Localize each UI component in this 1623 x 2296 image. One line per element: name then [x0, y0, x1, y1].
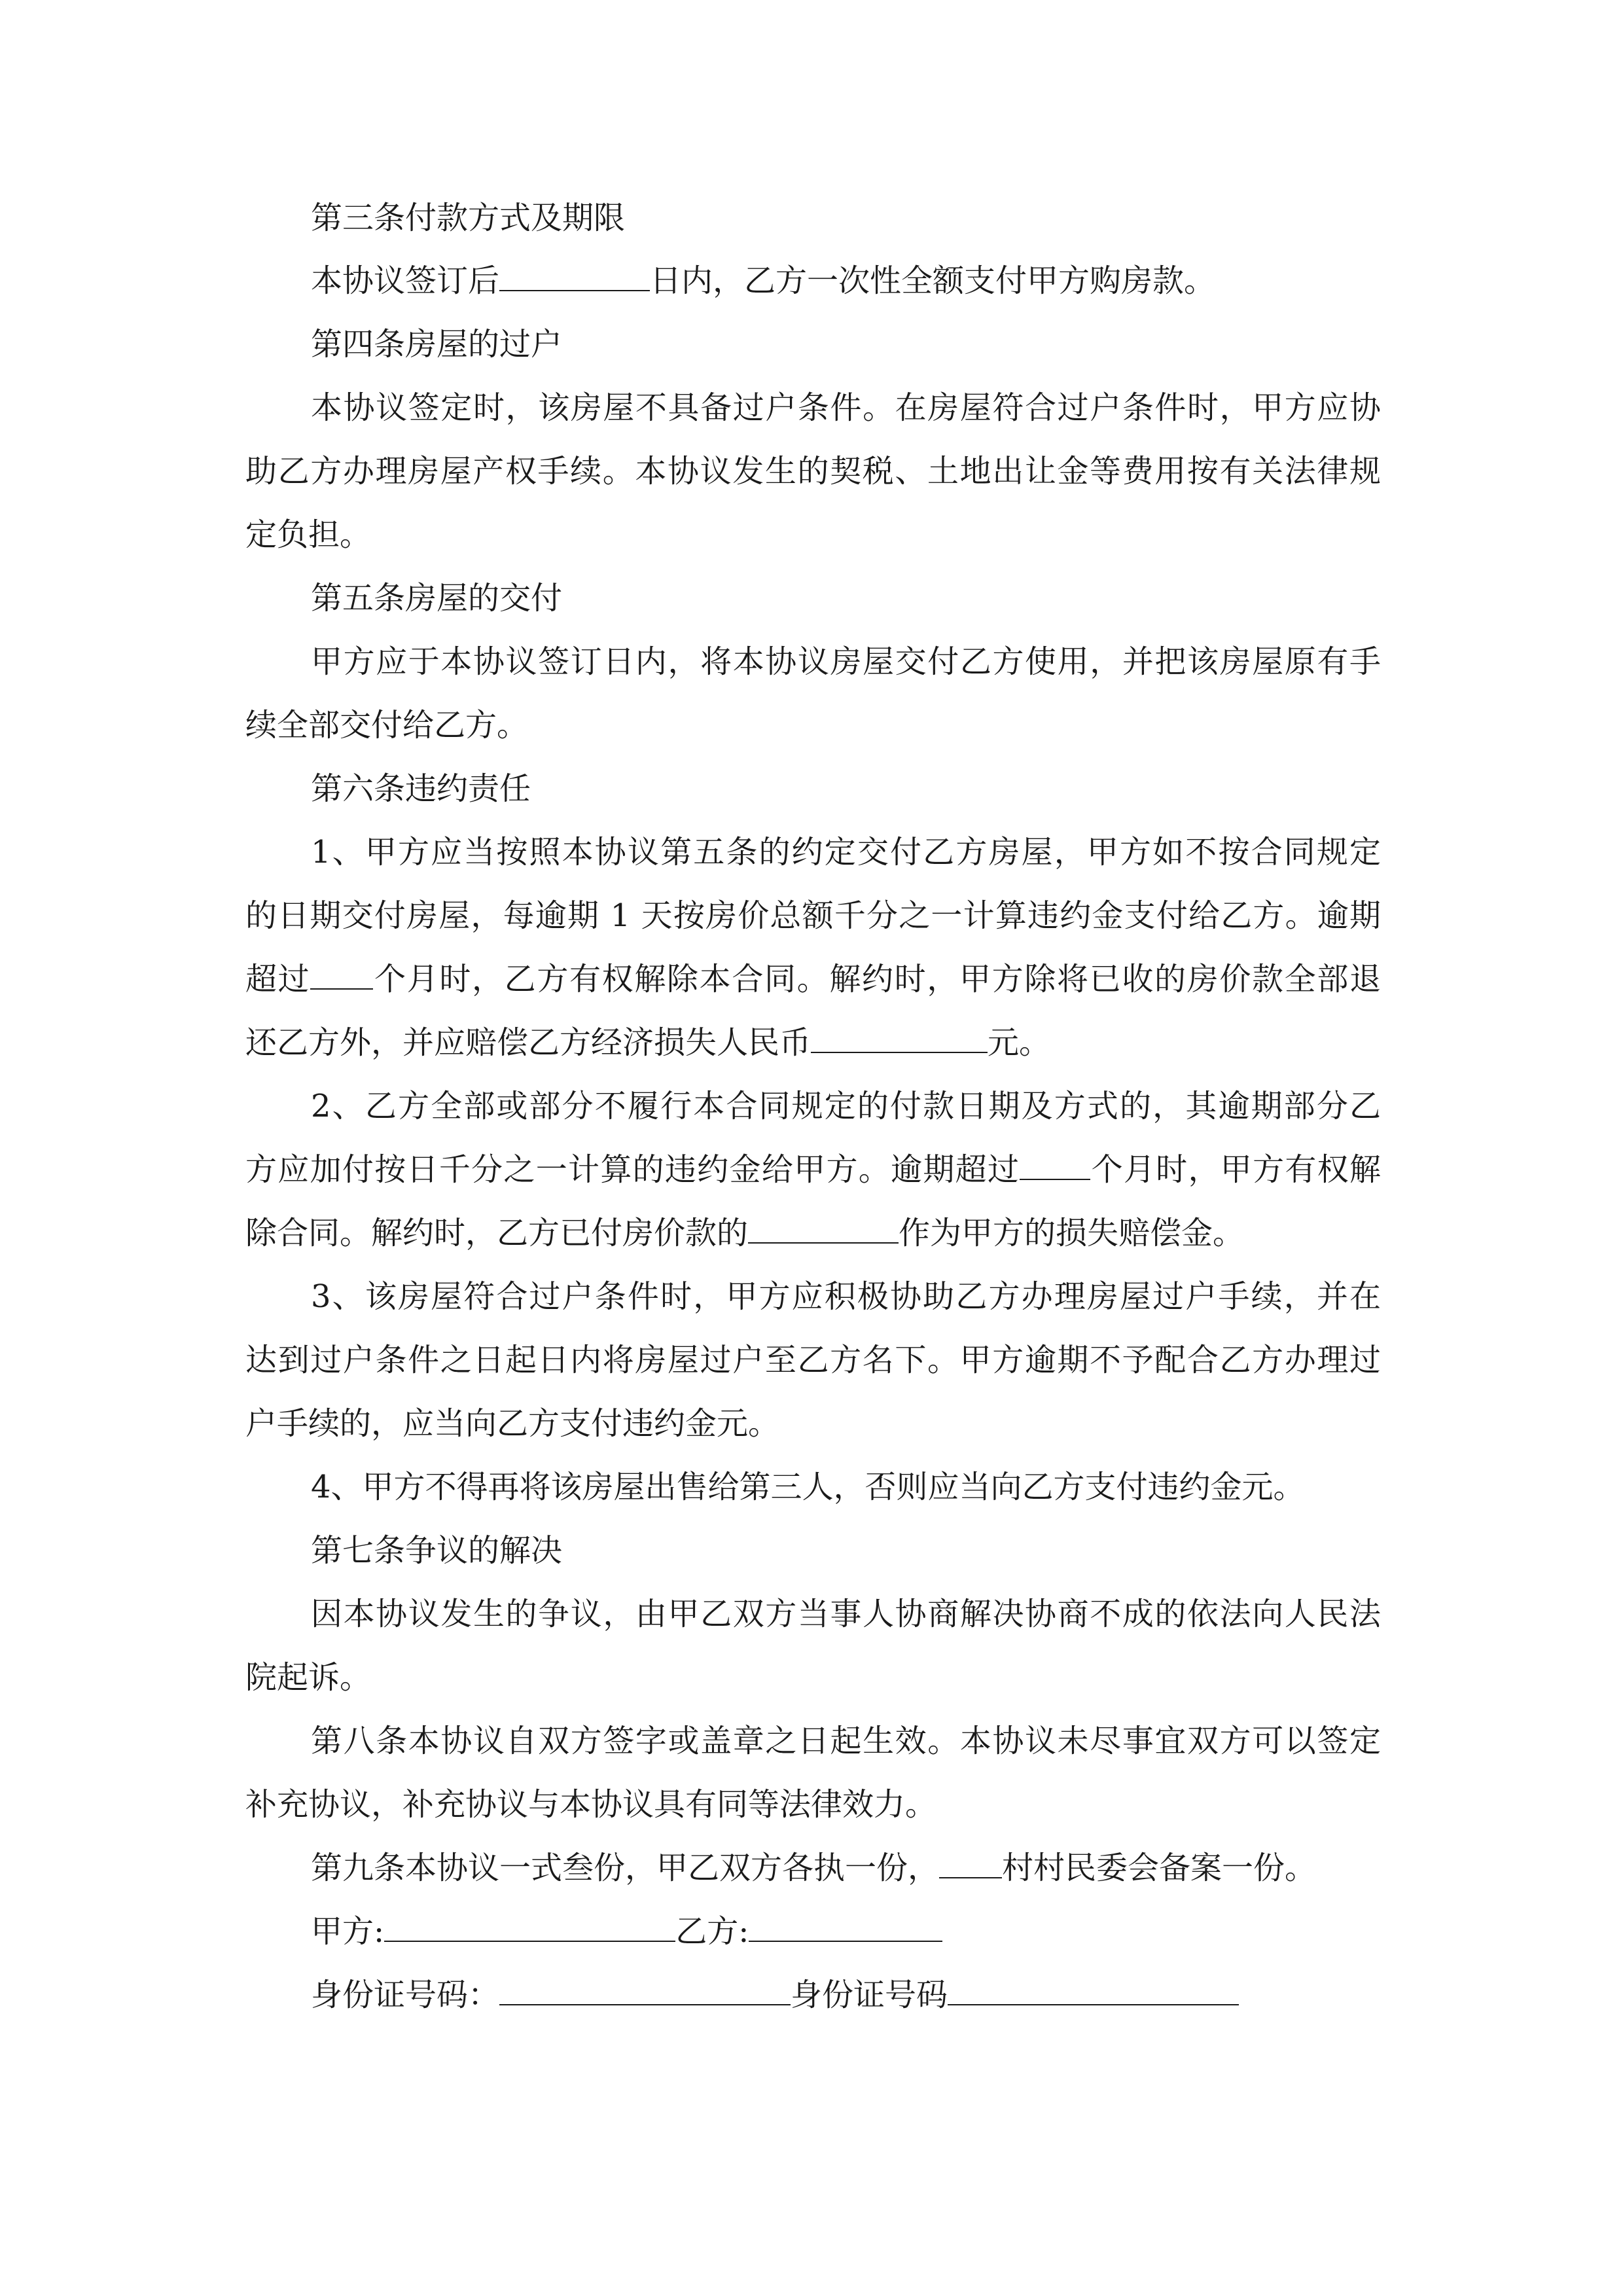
article-7-line-1: [311, 1594, 1381, 1634]
text-segment: 超过: [245, 961, 311, 997]
blank-compensation-amount[interactable]: [811, 1023, 988, 1053]
paragraph-text: 甲方应于本协议签订日内，将本协议房屋交付乙方使用，并把该房屋原有手: [311, 643, 1381, 680]
paragraph-text: 本协议签定时，该房屋不具备过户条件。在房屋符合过户条件时，甲方应协: [311, 389, 1381, 426]
text-segment: 除合同。解约时，乙方已付房价款的: [245, 1215, 749, 1251]
clause-6-1-line-4: [245, 1023, 1050, 1062]
clause-6-1-line-2: [245, 896, 1381, 935]
paragraph-text: 户手续的，应当向乙方支付违约金元。: [245, 1405, 780, 1442]
article-9: [311, 1848, 1316, 1888]
clause-6-3-line-3: [245, 1404, 779, 1443]
heading-text: 第三条付款方式及期限: [311, 200, 626, 236]
paragraph-text: 院起诉。: [245, 1659, 372, 1696]
clause-6-4: [311, 1467, 1305, 1507]
signature-line: [311, 1912, 942, 1951]
paragraph-text: 1、甲方应当按照本协议第五条的约定交付乙方房屋，甲方如不按合同规定: [311, 834, 1381, 870]
party-b-signature-field[interactable]: [749, 1912, 942, 1942]
article-5-heading: [311, 579, 562, 618]
paragraph-text: 2、乙方全部或部分不履行本合同规定的付款日期及方式的，其逾期部分乙: [311, 1088, 1381, 1124]
clause-6-3-line-2: [245, 1340, 1381, 1380]
text-segment: 村村民委会备案一份。: [1002, 1850, 1317, 1886]
heading-text: 第六条违约责任: [311, 770, 531, 807]
clause-6-2-line-1: [311, 1086, 1381, 1126]
paragraph-text: 3、该房屋符合过户条件时，甲方应积极协助乙方办理房屋过户手续，并在: [311, 1278, 1381, 1315]
article-7-heading: [311, 1531, 562, 1570]
text-segment: 元。: [988, 1024, 1051, 1061]
article-8-line-1: [311, 1721, 1381, 1761]
paragraph-text: 续全部交付给乙方。: [245, 707, 529, 744]
blank-months[interactable]: [310, 960, 373, 990]
article-3-text: [311, 261, 1215, 300]
article-4-line-2: [245, 452, 1381, 491]
party-a-signature-field[interactable]: [384, 1912, 675, 1942]
id-number-line: [311, 1975, 1239, 2015]
party-a-id-field[interactable]: [499, 1975, 791, 2005]
article-3-heading: [311, 198, 625, 238]
blank-months[interactable]: [1020, 1150, 1090, 1180]
clause-6-2-line-2: [245, 1150, 1381, 1189]
text-segment: 个月时，甲方有权解: [1090, 1151, 1381, 1188]
text-segment: 本协议签订后: [311, 262, 500, 299]
paragraph-text: 第八条本协议自双方签字或盖章之日起生效。本协议未尽事宜双方可以签定: [311, 1723, 1381, 1759]
clause-6-3-line-1: [311, 1277, 1381, 1316]
blank-days[interactable]: [499, 261, 650, 291]
party-b-id-field[interactable]: [948, 1975, 1239, 2005]
text-segment: 方应加付按日千分之一计算的违约金给甲方。逾期超过: [245, 1151, 1020, 1188]
party-b-label: 乙方:: [675, 1913, 749, 1950]
paragraph-text: 补充协议，补充协议与本协议具有同等法律效力。: [245, 1786, 937, 1823]
party-b-id-label: 身份证号码: [791, 1977, 948, 2013]
clause-6-1-line-1: [311, 833, 1381, 872]
article-8-line-2: [245, 1785, 936, 1824]
paragraph-text: 4、甲方不得再将该房屋出售给第三人，否则应当向乙方支付违约金元。: [311, 1469, 1305, 1505]
clause-6-1-line-3: [245, 960, 1381, 999]
text-segment: 第九条本协议一式叁份，甲乙双方各执一份，: [311, 1850, 940, 1886]
paragraph-text: 的日期交付房屋，每逾期 1 天按房价总额千分之一计算违约金支付给乙方。逾期: [245, 897, 1381, 934]
text-segment: 作为甲方的损失赔偿金。: [899, 1215, 1245, 1251]
text-segment: 日内，乙方一次性全额支付甲方购房款。: [650, 262, 1216, 299]
paragraph-text: 达到过户条件之日起日内将房屋过户至乙方名下。甲方逾期不予配合乙方办理过: [245, 1342, 1381, 1378]
party-a-id-label: 身份证号码：: [311, 1977, 500, 2013]
blank-percentage[interactable]: [748, 1213, 899, 1244]
article-4-line-3: [245, 515, 371, 554]
blank-village-name[interactable]: [939, 1848, 1002, 1878]
article-4-line-1: [311, 388, 1381, 427]
article-4-heading: [311, 325, 562, 364]
paragraph-text: 定负担。: [245, 516, 372, 553]
paragraph-text: 因本协议发生的争议，由甲乙双方当事人协商解决协商不成的依法向人民法: [311, 1596, 1381, 1632]
heading-text: 第五条房屋的交付: [311, 580, 563, 617]
text-segment: 还乙方外，并应赔偿乙方经济损失人民币: [245, 1024, 812, 1061]
article-5-line-1: [311, 642, 1381, 681]
article-7-line-2: [245, 1658, 371, 1697]
text-segment: 个月时，乙方有权解除本合同。解约时，甲方除将已收的房价款全部退: [373, 961, 1381, 997]
article-6-heading: [311, 769, 531, 808]
heading-text: 第七条争议的解决: [311, 1532, 563, 1569]
paragraph-text: 助乙方办理房屋产权手续。本协议发生的契税、土地出让金等费用按有关法律规: [245, 453, 1381, 490]
article-5-line-2: [245, 706, 528, 745]
clause-6-2-line-3: [245, 1213, 1244, 1253]
party-a-label: 甲方:: [311, 1913, 385, 1950]
heading-text: 第四条房屋的过户: [311, 326, 563, 363]
